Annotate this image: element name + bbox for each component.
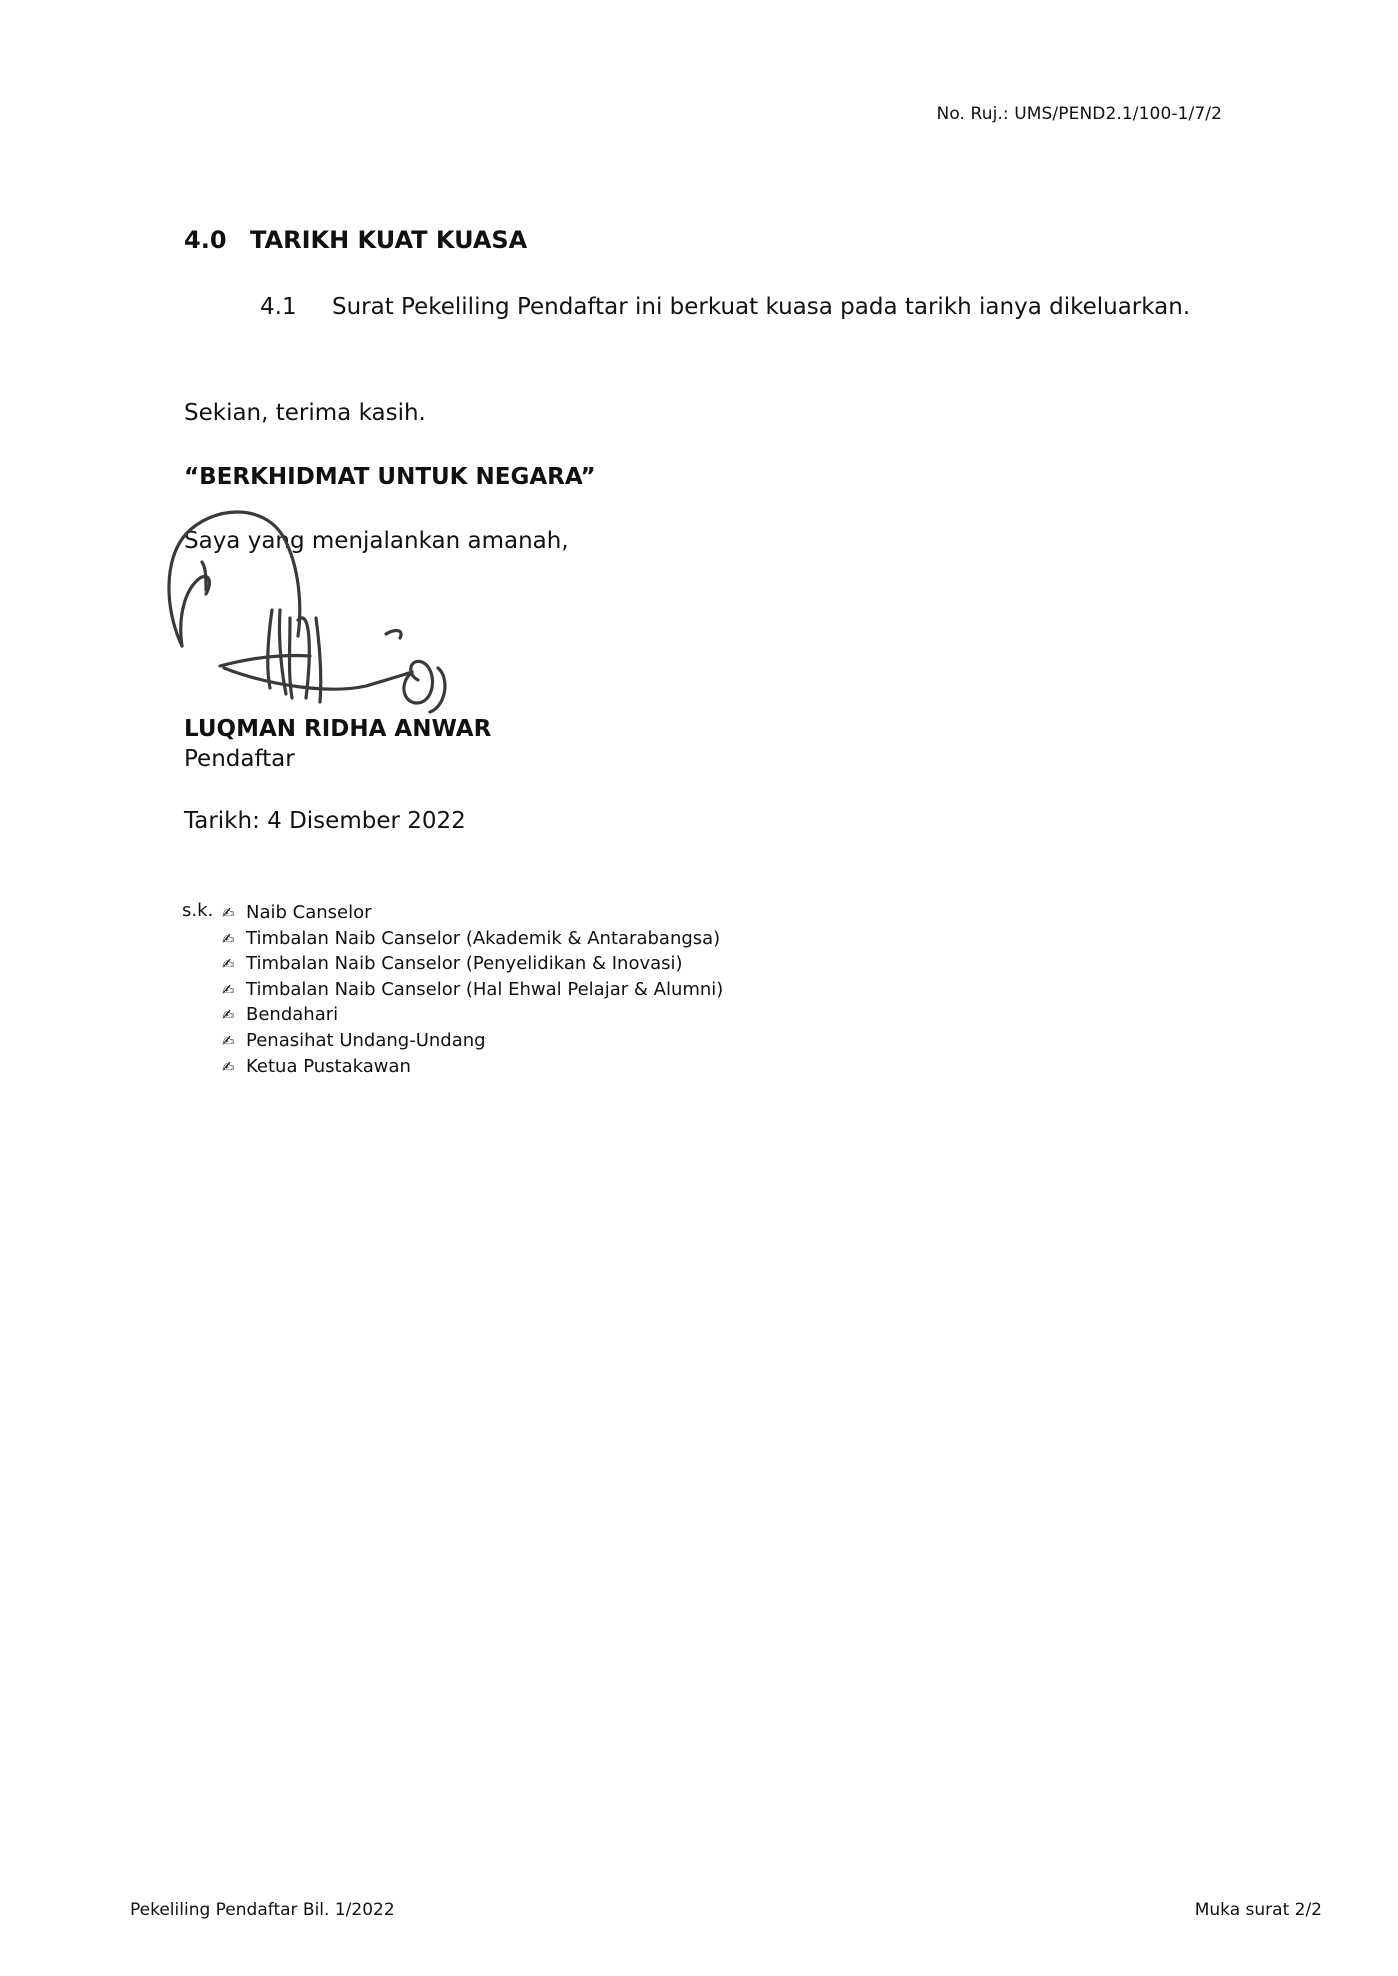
section-number: 4.0 [184,226,227,254]
writing-hand-pointer-icon: ✍ [222,980,235,999]
section-heading [184,226,527,254]
cc-recipient: ✍ Timbalan Naib Canselor (Akademik & Antarabangsa) [222,926,723,952]
clause-text: Surat Pekeliling Pendaftar ini berkuat kuasa pada tarikh ianya dikeluarkan. [332,294,1191,320]
motto: “BERKHIDMAT UNTUK NEGARA” [184,464,596,490]
writing-hand-pointer-icon: ✍ [222,1057,235,1076]
writing-hand-pointer-icon: ✍ [222,929,235,948]
writing-hand-pointer-icon: ✍ [222,1031,235,1050]
cc-recipient-list [222,900,723,1079]
cc-label: s.k. [182,900,214,921]
writing-hand-pointer-icon: ✍ [222,955,235,974]
closing-thanks: Sekian, terima kasih. [184,400,426,426]
clause-number: 4.1 [260,294,297,320]
section-title: TARIKH KUAT KUASA [250,226,528,254]
date-line: Tarikh: 4 Disember 2022 [184,808,466,834]
trust-line: Saya yang menjalankan amanah, [184,528,569,554]
clause-4-1 [260,294,1190,320]
footer-page-number: Muka surat 2/2 [1194,1900,1322,1920]
signer-title: Pendaftar [184,746,295,772]
cc-recipient: ✍ Ketua Pustakawan [222,1054,723,1080]
cc-recipient: ✍ Bendahari [222,1002,723,1028]
reference-number: No. Ruj.: UMS/PEND2.1/100-1/7/2 [936,104,1222,124]
writing-hand-pointer-icon: ✍ [222,1006,235,1025]
writing-hand-pointer-icon: ✍ [222,904,235,922]
footer-circular-number: Pekeliling Pendaftar Bil. 1/2022 [130,1900,395,1920]
cc-recipient: ✍ Naib Canselor [222,900,723,926]
signer-name: LUQMAN RIDHA ANWAR [184,716,492,742]
cc-recipient: ✍ Timbalan Naib Canselor (Penyelidikan & Inovasi) [222,951,723,977]
cc-recipient: ✍ Timbalan Naib Canselor (Hal Ehwal Pelajar & Alumni) [222,977,723,1003]
cc-recipient: ✍ Penasihat Undang-Undang [222,1028,723,1054]
